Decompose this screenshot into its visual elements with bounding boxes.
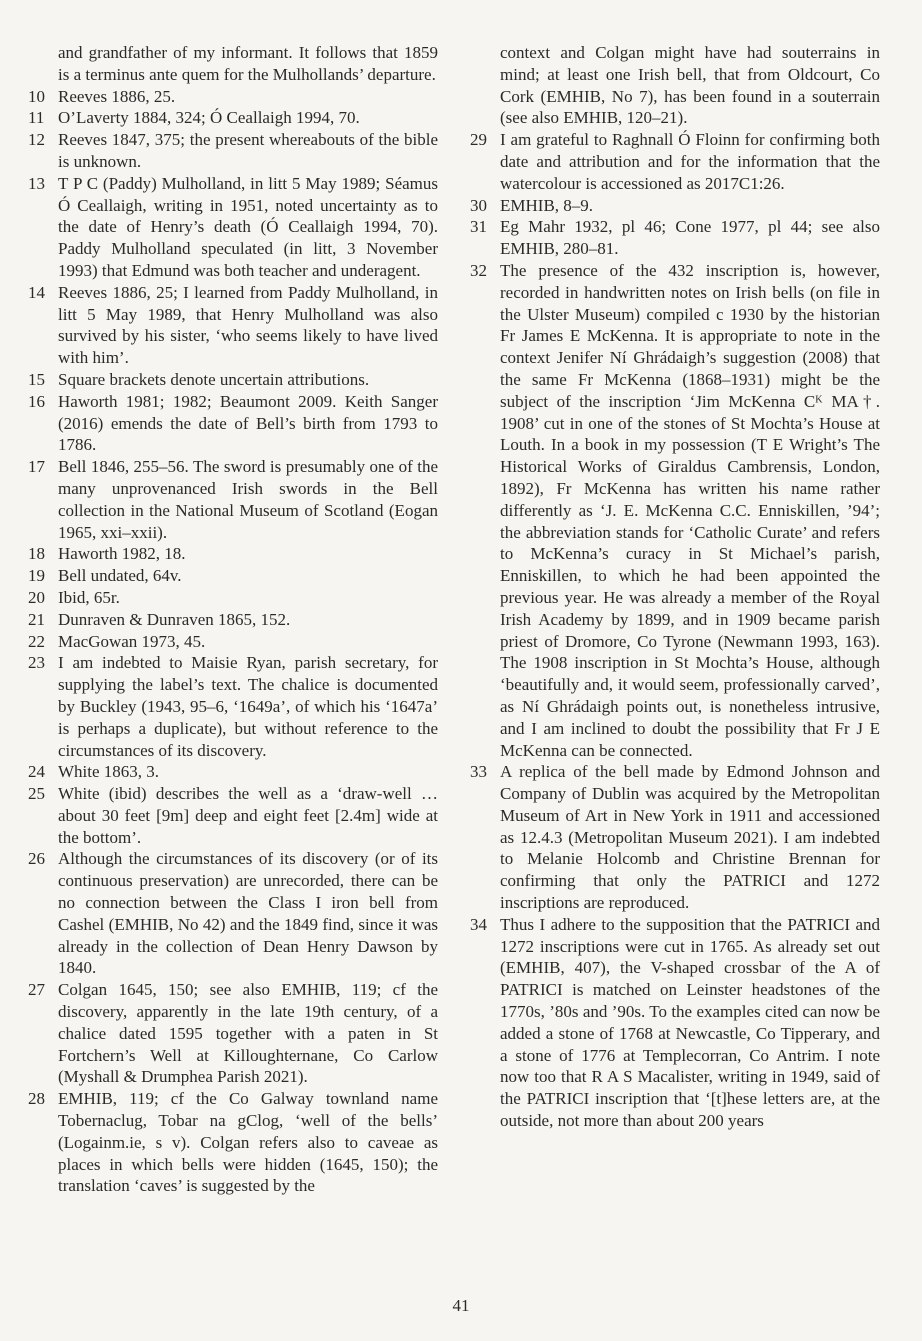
footnote-number: 11 [28,108,45,128]
footnote-number: 14 [28,282,45,302]
footnote-text: Colgan 1645, 150; see also EMHIB, 119; cf the discovery, apparently in the late 19th century, of a chalice dated 1595 together with a paten in St Fortchern’s Well at Killoughternane, Co Carlow (Myshall & Drumphea Parish 2021). [58,980,438,1087]
footnote [28,565,438,587]
footnote [470,216,880,260]
footnote-text: White 1863, 3. [58,762,160,782]
footnote-text: Haworth 1982, 18. [58,544,186,564]
footnote [28,456,438,543]
footnote [28,543,438,565]
right-continuation: context and Colgan might have had souterrains in mind; at least one Irish bell, that from Oldcourt, Co Cork (EMHIB, No 7), has been found in a souterrain (see also EMHIB, 120–21). [500,43,880,128]
right-notes-list [470,129,880,1132]
footnote-number: 22 [28,631,45,651]
footnote [28,86,438,108]
footnote [28,173,438,282]
footnote-text: Bell 1846, 255–56. The sword is presumably one of the many unprovenanced Irish swords in the Bell collection in the National Museum of Scotland (Eogan 1965, xxi–xxii). [58,457,438,542]
footnote-number: 27 [28,980,45,1000]
page-number: 41 [452,1296,470,1315]
footnote-text: Reeves 1886, 25; I learned from Paddy Mulholland, in litt 5 May 1989, that Henry Mulholland was also survived by his sister, ‘who seems likely to have lived with him’. [58,282,438,368]
footnote-text: Ibid, 65r. [58,587,120,607]
footnote [28,107,438,129]
footnote-number: 33 [470,762,487,782]
footnote-number: 10 [28,86,45,106]
footnote-number: 12 [28,130,45,150]
footnote-text: A replica of the bell made by Edmond Johnson and Company of Dublin was acquired by the Metropolitan Museum of Art in New York in 1911 and accessioned as 12.4.3 (Metropolitan Museum 2021). I am indebted to Melanie Holcomb and Christine Brennan for confirming that only the PATRICI and 1272 inscriptions are reproduced. [500,762,880,913]
footnote-number: 31 [470,217,487,237]
left-notes-list [28,86,438,1198]
footnote [28,1088,438,1197]
footnote-text: Reeves 1847, 375; the present whereabouts of the bible is unknown. [58,130,438,171]
footnote-number: 15 [28,369,45,389]
footnote-text: MacGowan 1973, 45. [58,631,206,651]
footnote-text: Dunraven & Dunraven 1865, 152. [58,609,291,629]
footnote-text: Although the circumstances of its discovery (or of its continuous preservation) are unrecorded, there can be no connection between the Class I iron bell from Cashel (EMHIB, No 42) and the 1849 find, since it was already in the collection of Dean Henry Dawson by 1840. [58,849,438,978]
footnote-number: 32 [470,260,487,280]
footnote-number: 23 [28,653,45,673]
footnote-text: Square brackets denote uncertain attributions. [58,369,370,389]
footnote-text: Reeves 1886, 25. [58,86,176,106]
left-column [28,42,438,1197]
footnote [28,609,438,631]
footnote [28,631,438,653]
footnote [28,783,438,848]
footnote [470,129,880,194]
footnote-number: 28 [28,1089,45,1109]
footnote [470,195,880,217]
footnote [470,260,880,761]
footnote-text: Eg Mahr 1932, pl 46; Cone 1977, pl 44; see also EMHIB, 280–81. [500,217,880,259]
footnote-number: 17 [28,457,45,477]
footnote [28,369,438,391]
footnote [28,848,438,979]
footnote-number: 21 [28,609,45,629]
footnote [470,761,880,914]
footnote-number: 24 [28,762,45,782]
footnote-number: 29 [470,130,487,150]
footnote-text: I am grateful to Raghnall Ó Floinn for confirming both date and attribution and for the information that the watercolour is accessioned as 2017C1:26. [500,130,880,193]
footnote-text: EMHIB, 119; cf the Co Galway townland name Tobernaclug, Tobar na gClog, ‘well of the bells’ (Logainm.ie, s v). Colgan refers also to caveae as places in which bells were hidden (1645, 150); the translation ‘caves’ is suggested by the [58,1089,438,1196]
footnote-text: Haworth 1981; 1982; Beaumont 2009. Keith Sanger (2016) emends the date of Bell’s birth from 1793 to 1786. [58,391,438,455]
footnote-number: 34 [470,914,487,934]
left-continuation: and grandfather of my informant. It follows that 1859 is a terminus ante quem for the Mulhollands’ departure. [58,43,438,84]
footnote-number: 30 [470,195,487,215]
footnote-text: Bell undated, 64v. [58,566,182,586]
footnote [28,979,438,1088]
footnote [28,391,438,456]
footnote-number: 26 [28,849,45,869]
footnote-text: Thus I adhere to the supposition that the PATRICI and 1272 inscriptions were cut in 1765. As already set out (EMHIB, 407), the V-shaped crossbar of the A of PATRICI is matched on Leinster headstones of the 1770s, ’80s and ’90s. To the examples cited can now be added a stone of 1768 at Newcastle, Co Tipperary, and a stone of 1776 at Templecorran, Co Antrim. I note now too that R A S Macalister, writing in 1949, said of the PATRICI inscription that ‘[t]hese letters are, at the outside, not more than about 200 years [500,914,880,1131]
footnote-text: T P C (Paddy) Mulholland, in litt 5 May 1989; Séamus Ó Ceallaigh, writing in 1951, noted uncertainty as to the date of Henry’s death (Ó Ceallaigh 1994, 70). Paddy Mulholland speculated (in litt, 3 November 1993) that Edmund was both teacher and underagent. [58,173,438,280]
footnote-text: The presence of the 432 inscription is, however, recorded in handwritten notes on Irish bells (on file in the Ulster Museum) compiled c 1930 by the historian Fr James E McKenna. It is appropriate to note in the context Jenifer Ní Ghrádaigh’s suggestion (2008) that the same Fr McKenna (1868–1931) might be the subject of the inscription ‘Jim McKenna Cᴷ MA†. 1908’ cut in one of the stones of St Mochta’s House at Louth. In a book in my possession (T E Wright’s The Historical Works of Giraldus Cambrensis, London, 1892), Fr McKenna has written his name rather differently as ‘J. E. McKenna C.C. Enniskillen, ’94’; the abbreviation stands for ‘Catholic Curate’ and refers to McKenna’s curacy in St Michael’s parish, Enniskillen, to which he had been appointed the previous year. He was already a member of the Royal Irish Academy by 1899, and in 1909 became parish priest of Dromore, Co Tyrone (Newmann 1993, 163). The 1908 inscription in St Mochta’s House, although ‘beautifully and, it would seem, professionally carved’, as Ní Ghrádaigh points out, is nonetheless intrusive, and I am inclined to doubt the possibility that Fr J E McKenna can be connected. [500,260,880,760]
footnote-number: 25 [28,784,45,804]
footnote [28,587,438,609]
right-column [470,42,880,1132]
footnote-number: 13 [28,173,45,193]
footnote-number: 18 [28,544,45,564]
footnote [28,761,438,783]
footnote-text: White (ibid) describes the well as a ‘draw-well … about 30 feet [9m] deep and eight feet [2.4m] wide at the bottom’. [58,784,438,847]
footnote [470,914,880,1132]
footnote-text: I am indebted to Maisie Ryan, parish secretary, for supplying the label’s text. The chalice is documented by Buckley (1943, 95–6, ‘1649a’, of which his ‘1647a’ is perhaps a duplicate), but without reference to the circumstances of its discovery. [58,653,438,760]
footnote-number: 20 [28,587,45,607]
footnote [28,652,438,761]
footnote-number: 16 [28,391,45,411]
footnote [28,282,438,369]
footnote-number: 19 [28,566,45,586]
footnote-text: O’Laverty 1884, 324; Ó Ceallaigh 1994, 70. [58,108,360,128]
footnote [28,129,438,173]
footnote-text: EMHIB, 8–9. [500,195,594,215]
